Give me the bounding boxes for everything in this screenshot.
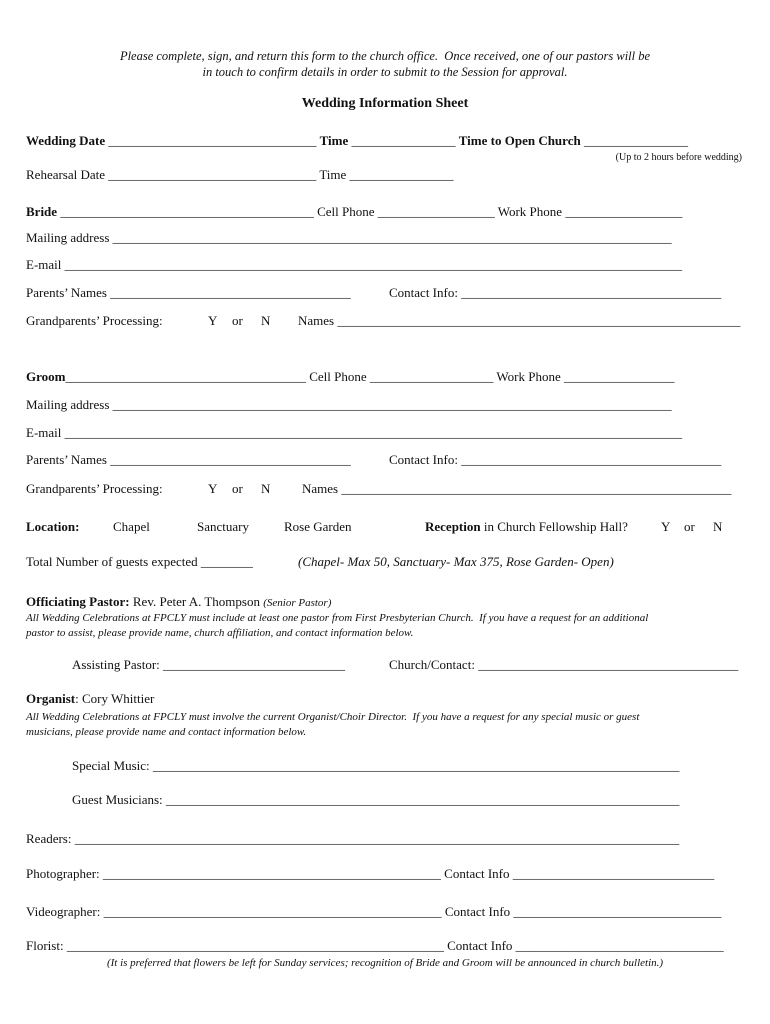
- photographer-label: Photographer:: [26, 866, 100, 881]
- page-title: Wedding Information Sheet: [301, 96, 469, 111]
- bride-grandparents-names-row: [298, 313, 740, 329]
- rehearsal-row: [26, 167, 454, 183]
- wedding-time-field[interactable]: ________________: [351, 133, 456, 148]
- groom-label: Groom: [26, 369, 66, 384]
- readers-row: [26, 831, 679, 847]
- groom-email-row: [26, 425, 682, 441]
- organist-label: Organist: [26, 691, 76, 706]
- bride-grandparents-yes[interactable]: Y: [208, 313, 218, 328]
- guests-row: [26, 554, 253, 570]
- bride-contact-row: [389, 285, 721, 301]
- open-church-note: (Up to 2 hours before wedding): [615, 152, 742, 163]
- bride-label: Bride: [26, 204, 58, 219]
- groom-grandparents-yes[interactable]: Y: [208, 481, 218, 496]
- guest-musicians-row: [72, 792, 679, 808]
- open-church-field[interactable]: ________________: [583, 133, 688, 148]
- videographer-row: [26, 904, 721, 920]
- bride-work-field[interactable]: __________________: [565, 204, 683, 219]
- intro-line-1: Please complete, sign, and return this form to the church office. Once received, one of our pastors will be: [119, 49, 651, 63]
- church-contact-row: [389, 657, 738, 673]
- videographer-field[interactable]: ____________________________________________________: [103, 904, 442, 919]
- groom-contact-row: [389, 452, 721, 468]
- bride-grandparents-label: Grandparents’ Processing:: [26, 313, 163, 328]
- organist-row: [26, 691, 154, 707]
- groom-names-field[interactable]: ____________________________________________________________: [341, 481, 732, 496]
- bride-contact-field[interactable]: ________________________________________: [461, 285, 722, 300]
- bride-names-field[interactable]: ______________________________________________________________: [337, 313, 741, 328]
- groom-cell-label: Cell Phone: [309, 369, 367, 384]
- groom-grandparents-label: Grandparents’ Processing:: [26, 481, 163, 496]
- location-option-rose-garden[interactable]: Rose Garden: [284, 519, 352, 534]
- reception-no[interactable]: N: [713, 519, 723, 534]
- bride-parents-label: Parents’ Names: [26, 285, 107, 300]
- bride-mailing-label: Mailing address: [26, 230, 110, 245]
- bride-cell-label: Cell Phone: [317, 204, 375, 219]
- groom-email-label: E-mail: [26, 425, 62, 440]
- readers-field[interactable]: _____________________________________________________________________________________________: [74, 831, 680, 846]
- bride-grandparents-no[interactable]: N: [261, 313, 271, 328]
- groom-mailing-field[interactable]: ______________________________________________________________________________________: [112, 397, 672, 412]
- wedding-date-field[interactable]: ________________________________: [108, 133, 317, 148]
- florist-label: Florist:: [26, 938, 64, 953]
- bride-names-label: Names: [298, 313, 335, 328]
- location-option-sanctuary[interactable]: Sanctuary: [197, 519, 249, 534]
- guests-label: Total Number of guests expected: [26, 554, 198, 569]
- florist-contact-label: Contact Info: [447, 938, 513, 953]
- special-music-row: [72, 758, 679, 774]
- groom-contact-field[interactable]: ________________________________________: [461, 452, 722, 467]
- florist-field[interactable]: __________________________________________________________: [66, 938, 444, 953]
- groom-cell-field[interactable]: ___________________: [369, 369, 494, 384]
- bride-work-label: Work Phone: [497, 204, 563, 219]
- bride-grandparents-or: or: [232, 313, 243, 328]
- photographer-contact-label: Contact Info: [444, 866, 510, 881]
- bride-parents-field[interactable]: _____________________________________: [110, 285, 351, 300]
- videographer-contact-label: Contact Info: [444, 904, 511, 919]
- bride-row: [26, 204, 682, 220]
- groom-grandparents-or: or: [232, 481, 243, 496]
- special-music-label: Special Music:: [72, 758, 150, 773]
- guest-musicians-field[interactable]: _______________________________________________________________________________: [165, 792, 680, 807]
- videographer-contact-field[interactable]: ________________________________: [513, 904, 722, 919]
- bride-contact-label: Contact Info:: [389, 285, 458, 300]
- open-church-label: Time to Open Church: [458, 133, 581, 148]
- pastor-label: Officiating Pastor:: [26, 594, 130, 609]
- bride-mailing-field[interactable]: ______________________________________________________________________________________: [112, 230, 672, 245]
- organist-note-1: All Wedding Celebrations at FPCLY must involve the current Organist/Choir Director. If you have a request for any special music or guest: [26, 711, 640, 723]
- florist-row: [26, 938, 724, 954]
- groom-row: [26, 369, 674, 385]
- church-contact-label: Church/Contact:: [389, 657, 475, 672]
- organist-note-2: musicians, please provide name and contact information below.: [26, 726, 307, 738]
- reception-label: Reception: [425, 519, 481, 534]
- groom-name-field[interactable]: _____________________________________: [65, 369, 306, 384]
- groom-work-label: Work Phone: [496, 369, 561, 384]
- groom-email-field[interactable]: _______________________________________________________________________________________________: [64, 425, 683, 440]
- bride-name-field[interactable]: _______________________________________: [57, 204, 314, 219]
- guest-musicians-label: Guest Musicians:: [72, 792, 163, 807]
- pastor-role: (Senior Pastor): [263, 597, 332, 609]
- bride-email-label: E-mail: [26, 257, 62, 272]
- reception-yes[interactable]: Y: [661, 519, 671, 534]
- rehearsal-time-field[interactable]: ________________: [349, 167, 454, 182]
- wedding-date-label: Wedding Date: [26, 133, 106, 148]
- readers-label: Readers:: [26, 831, 72, 846]
- florist-note: (It is preferred that flowers be left for Sunday services; recognition of Bride and Groom will be announced in church bulletin.): [106, 957, 664, 969]
- florist-contact-field[interactable]: ________________________________: [515, 938, 724, 953]
- rehearsal-date-field[interactable]: ________________________________: [108, 167, 317, 182]
- photographer-field[interactable]: ____________________________________________________: [102, 866, 441, 881]
- groom-parents-row: [26, 452, 351, 468]
- guests-field[interactable]: ________: [200, 554, 253, 569]
- bride-email-row: [26, 257, 682, 273]
- pastor-row: [26, 594, 331, 611]
- wedding-time-label: Time: [319, 133, 349, 148]
- groom-mailing-label: Mailing address: [26, 397, 110, 412]
- reception-row: [425, 519, 628, 535]
- bride-parents-row: [26, 285, 351, 301]
- special-music-field[interactable]: _________________________________________________________________________________: [152, 758, 680, 773]
- groom-parents-field[interactable]: _____________________________________: [110, 452, 351, 467]
- videographer-label: Videographer:: [26, 904, 101, 919]
- rehearsal-date-label: Rehearsal Date: [26, 167, 106, 182]
- groom-contact-label: Contact Info:: [389, 452, 458, 467]
- wedding-date-row: [26, 133, 688, 149]
- pastor-note-2: pastor to assist, please provide name, church affiliation, and contact information below.: [26, 627, 414, 639]
- groom-names-label: Names: [302, 481, 339, 496]
- photographer-contact-field[interactable]: _______________________________: [512, 866, 715, 881]
- assisting-pastor-row: [72, 657, 345, 673]
- intro-line-2: in touch to confirm details in order to submit to the Session for approval.: [202, 65, 568, 79]
- groom-parents-label: Parents’ Names: [26, 452, 107, 467]
- assisting-pastor-label: Assisting Pastor:: [72, 657, 160, 672]
- groom-mailing-row: [26, 397, 672, 413]
- pastor-name: Rev. Peter A. Thompson: [132, 594, 260, 609]
- reception-or: or: [684, 519, 695, 534]
- rehearsal-time-label: Time: [319, 167, 347, 182]
- bride-cell-field[interactable]: __________________: [377, 204, 495, 219]
- photographer-row: [26, 866, 714, 882]
- bride-mailing-row: [26, 230, 672, 246]
- bride-email-field[interactable]: _______________________________________________________________________________________________: [64, 257, 683, 272]
- church-contact-field[interactable]: ________________________________________: [478, 657, 739, 672]
- groom-grandparents-no[interactable]: N: [261, 481, 271, 496]
- organist-name: : Cory Whittier: [75, 691, 155, 706]
- groom-grandparents-names-row: [302, 481, 731, 497]
- assisting-pastor-field[interactable]: ____________________________: [163, 657, 346, 672]
- capacity-note: (Chapel- Max 50, Sanctuary- Max 375, Rose Garden- Open): [298, 554, 614, 569]
- location-option-chapel[interactable]: Chapel: [113, 519, 150, 534]
- groom-work-field[interactable]: _________________: [563, 369, 675, 384]
- reception-text: in Church Fellowship Hall?: [483, 519, 628, 534]
- pastor-note-1: All Wedding Celebrations at FPCLY must include at least one pastor from First Presbyterian Church. If you have a request for an additional: [26, 612, 649, 624]
- location-label: Location:: [26, 519, 80, 534]
